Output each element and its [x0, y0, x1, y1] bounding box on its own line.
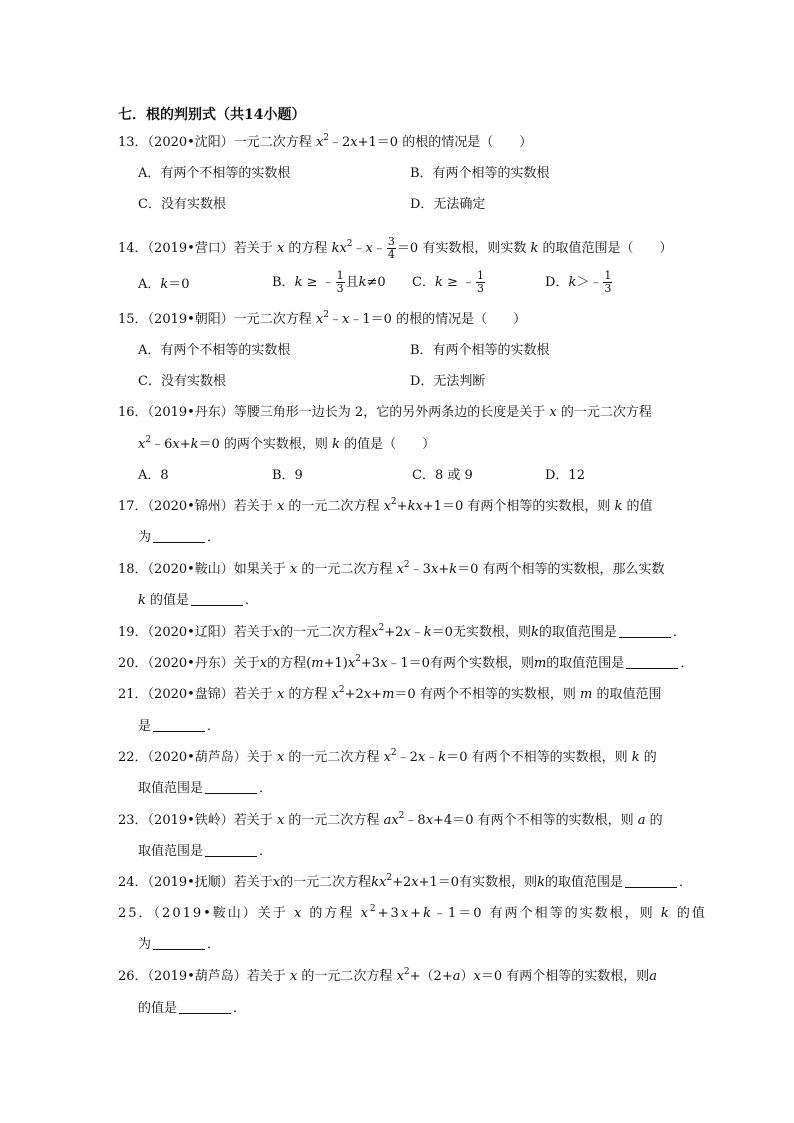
q16-option-d: D．12: [545, 468, 585, 483]
section-title: 七．根的判别式（共14小题）: [118, 107, 306, 123]
question-22-line2: 取值范围是 ．: [138, 781, 273, 796]
question-14: 14．（2019•营口）若关于 x 的方程 $kx^2﹣x﹣$ $\frac{3}{4}$ ＝0 有实数根，则实数 k 的取值范围是（ ）: [118, 235, 673, 261]
q14-option-a: A．k＝0: [138, 277, 190, 292]
q14-option-b: B．k ≥ ﹣ $\frac{1}{3}$ 且k≠0: [272, 269, 386, 295]
question-21: 21．（2020•盘锦）若关于 x 的方程 $x^2+2x+m=0$ 有两个不相等的实数根，则 m 的取值范围: [118, 685, 662, 702]
question-16: 16．（2019•丹东）等腰三角形一边长为 2，它的另外两条边的长度是关于 x 的一元二次方程: [118, 405, 652, 420]
answer-blank[interactable]: [625, 875, 677, 888]
q15-option-c: C．没有实数根: [138, 374, 226, 389]
q15-suffix: 的根的情况是（ ）: [396, 312, 527, 327]
q15-option-d: D．无法判断: [410, 374, 486, 389]
answer-blank[interactable]: [153, 719, 205, 732]
question-17: 17．（2020•锦州）若关于 x 的一元二次方程 $x^2+kx+1=0$ 有两个相等的实数根，则 k 的值: [118, 497, 653, 514]
answer-blank[interactable]: [619, 625, 671, 638]
q14-option-d: D．k＞﹣ $\frac{1}{3}$: [545, 269, 612, 295]
question-19: 19．（2020•辽阳）若关于x的一元二次方程$x^2+2x﹣k=0$无实数根，则k的取值范围是 ．: [118, 623, 686, 640]
q13-option-a: A．有两个不相等的实数根: [138, 166, 291, 181]
question-24: 24．（2019•抚顺）若关于x的一元二次方程$kx^2+2x+1=0$有实数根，则k的取值范围是 ．: [118, 873, 692, 890]
q13-option-c: C．没有实数根: [138, 197, 226, 212]
question-21-line2: 是 ．: [138, 719, 221, 734]
answer-blank[interactable]: [191, 593, 243, 606]
q15-option-b: B．有两个相等的实数根: [410, 343, 550, 358]
question-18-line2: k 的值是 ．: [138, 593, 259, 608]
q14-option-c: C．k ≥ ﹣ $\frac{1}{3}$: [412, 269, 485, 295]
q14-fraction: $\frac{3}{4}$: [387, 235, 395, 261]
q16-option-a: A．8: [138, 468, 169, 483]
question-26-line2: 的值是 ．: [138, 1001, 247, 1016]
answer-blank[interactable]: [179, 1001, 231, 1014]
q15-option-a: A．有两个不相等的实数根: [138, 343, 291, 358]
question-22: 22．（2020•葫芦岛）关于 x 的一元二次方程 $x^2﹣2x﹣k=0$ 有两个不相等的实数根，则 k 的: [118, 748, 657, 765]
q16-option-c: C．8 或 9: [412, 468, 473, 483]
q13-option-b: B．有两个相等的实数根: [410, 166, 550, 181]
question-26: 26．（2019•葫芦岛）若关于 x 的一元二次方程 $x^2+(2+a)x=0$ 有两个相等的实数根，则a: [118, 967, 658, 984]
question-15: 15．（2019•朝阳）一元二次方程 $x^2﹣x﹣1=0$ 的根的情况是（ ）: [118, 310, 527, 327]
q13-suffix: 的根的情况是（ ）: [402, 135, 533, 150]
answer-blank[interactable]: [626, 656, 678, 669]
q14-suffix: 有实数根，则实数: [422, 241, 527, 256]
q13-prefix: 13．（2020•沈阳）一元二次方程: [118, 135, 312, 150]
question-23: 23．（2019•铁岭）若关于 x 的一元二次方程 $ax^2﹣8x+4=0$ 有两个不相等的实数根，则 a 的: [118, 811, 663, 828]
q15-prefix: 15．（2019•朝阳）一元二次方程: [118, 312, 312, 327]
answer-blank[interactable]: [153, 937, 205, 950]
q14-end: 的取值范围是（ ）: [542, 241, 673, 256]
question-16-line2: $x^2﹣6x+k=0$ 的两个实数根，则 k 的值是（ ）: [138, 435, 436, 452]
answer-blank[interactable]: [205, 781, 257, 794]
q14-mid: 的方程: [288, 241, 328, 256]
question-20: 20．（2020•丹东）关于x的方程$(m+1)x^2+3x﹣1=0$有两个实数根，则m的取值范围是 ．: [118, 654, 694, 671]
question-23-line2: 取值范围是 ．: [138, 844, 273, 859]
q13-option-d: D．无法确定: [410, 197, 486, 212]
answer-blank[interactable]: [153, 530, 205, 543]
q16-option-b: B．9: [272, 468, 303, 483]
answer-blank[interactable]: [205, 844, 257, 857]
question-18: 18．（2020•鞍山）如果关于 x 的一元二次方程 $x^2﹣3x+k=0$ 有两个相等的实数根，那么实数: [118, 560, 665, 577]
q14-prefix: 14．（2019•营口）若关于: [118, 241, 273, 256]
question-25-line2: 为 ．: [138, 937, 221, 952]
question-13: 13．（2020•沈阳）一元二次方程 $x^2﹣2x+1=0$ 的根的情况是（ ）: [118, 133, 533, 150]
question-25: 25．（2019•鞍山）关于 x 的方程 $x^2+3x+k﹣1=0$ 有两个相等的实数根，则 k 的值: [118, 904, 707, 921]
question-17-line2: 为 ．: [138, 530, 221, 545]
